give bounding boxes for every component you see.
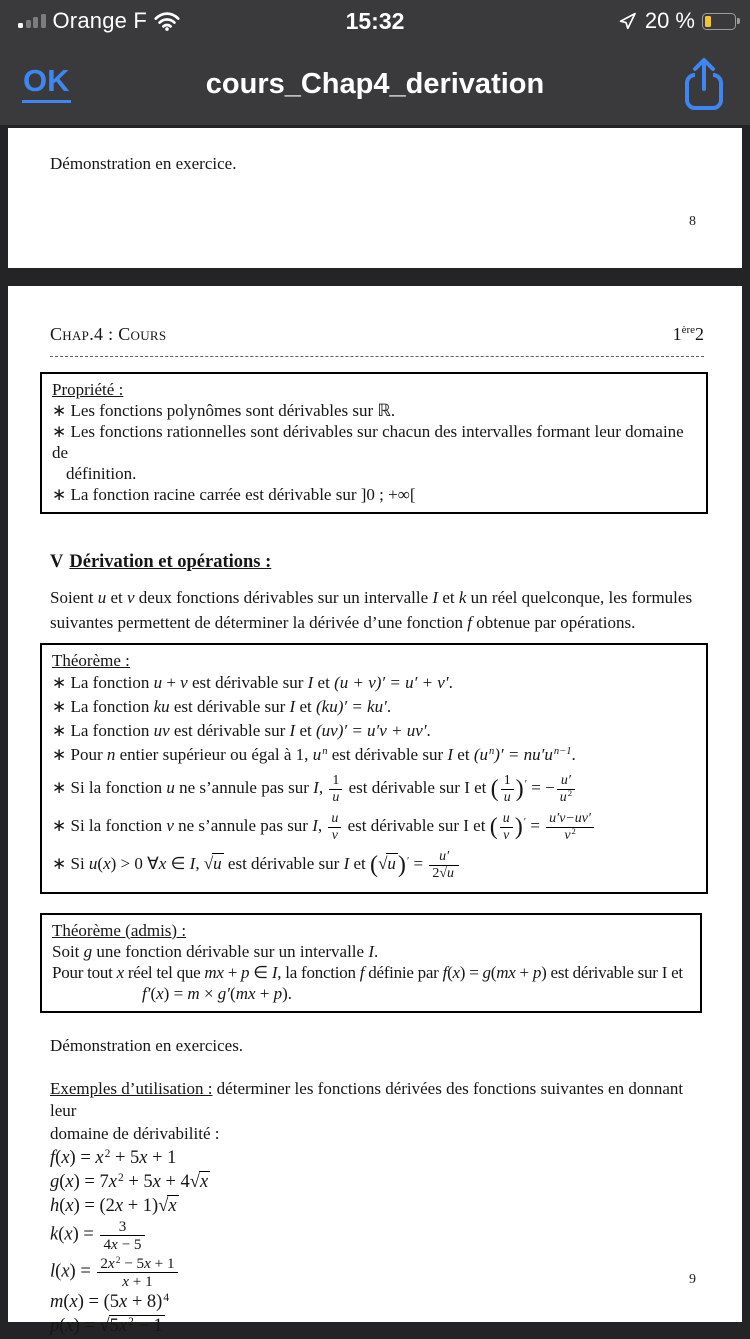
nav-bar bbox=[0, 42, 750, 125]
theoreme-admis-line: Pour tout x réel tel que mx + p ∈ I, la fonction f définie par f(x) = g(mx + p) est dérivable sur I et bbox=[52, 962, 683, 982]
section-heading: V Dérivation et opérations : bbox=[50, 552, 272, 572]
theoreme-admis-box bbox=[40, 913, 702, 1013]
propriete-line: définition. bbox=[66, 464, 137, 483]
equation: $g(x) = 7x^2 + 5x + 4√x$ bbox=[50, 1171, 209, 1193]
propriete-box bbox=[40, 372, 708, 514]
theoreme-rule: ∗ La fonction uv est dérivable sur I et (uv)′ = u′v + uv′. bbox=[52, 721, 431, 740]
share-icon bbox=[680, 102, 728, 117]
class-label: 1ère2 bbox=[672, 324, 704, 344]
theoreme-admis-line: f′(x) = m × g′(mx + p). bbox=[142, 983, 293, 1003]
pdf-page-9 bbox=[8, 286, 742, 1337]
page-header bbox=[50, 286, 704, 345]
theoreme-rule: ∗ La fonction u + v est dérivable sur I et (u + v)′ = u′ + v′. bbox=[52, 673, 453, 692]
propriete-line: ∗ La fonction racine carrée est dérivable sur ]0 ; +∞[ bbox=[52, 485, 416, 504]
equation: h(x) = (2x + 1)√x bbox=[50, 1196, 177, 1217]
exemples-heading: Exemples d’utilisation : déterminer les fonctions dérivées des fonctions suivantes en donnant leur domaine de dérivabilité : bbox=[50, 1078, 684, 1143]
intro-paragraph: Soient u et v deux fonctions dérivables sur un intervalle I et k un réel quelconque, les formules suivantes permettent de déterminer la dérivée d’une fonction f obtenue par opérations. bbox=[50, 588, 693, 632]
battery-percent-label: 20 % bbox=[644, 8, 695, 33]
theoreme-rule: ∗ Si u(x) > 0 ∀x ∈ I, √u est dérivable sur I et (√u)′ = $\frac{u'}{2√u}$ bbox=[52, 846, 696, 884]
location-icon bbox=[618, 11, 638, 31]
carrier-label: Orange F bbox=[52, 8, 148, 33]
chapter-header: Chap.4 : Cours bbox=[50, 324, 167, 344]
header-divider bbox=[50, 356, 704, 357]
theoreme-rule: ∗ Si la fonction u ne s’annule pas sur I, $\frac{1}{u}$ est dérivable sur I et ( $\frac{1}{u}$ )′ = − $\frac{u'}{u^2}$ bbox=[52, 770, 696, 808]
equation: $f(x) = x^2 + 5x + 1$ bbox=[50, 1147, 177, 1169]
theoreme-title: Théorème : bbox=[52, 651, 130, 670]
demonstration-text: Démonstration en exercice. bbox=[50, 154, 237, 173]
pdf-viewer[interactable] bbox=[0, 125, 750, 1337]
clock-label: 15:32 bbox=[345, 7, 405, 34]
theoreme-rule: ∗ Pour n entier supérieur ou égal à 1, $u^n$ est dérivable sur I et $(u^n)' = nu'u^{n-1}$. bbox=[52, 745, 576, 764]
propriete-line: ∗ Les fonctions rationnelles sont dérivables sur chacun des intervalles formant leur domaine de bbox=[52, 422, 684, 462]
theoreme-rule: ∗ Si la fonction v ne s’annule pas sur I, $\frac{u}{v}$ est dérivable sur I et ( $\frac{u}{v}$ )′ = $\frac{u'v-uv'}{v^2}$ bbox=[52, 808, 696, 846]
battery-icon bbox=[702, 13, 736, 30]
theoreme-box bbox=[40, 643, 708, 894]
share-button[interactable] bbox=[680, 56, 728, 114]
theoreme-rule: ∗ La fonction ku est dérivable sur I et (ku)′ = ku′. bbox=[52, 697, 392, 716]
document-title: cours_Chap4_derivation bbox=[205, 68, 545, 100]
pdf-page-8 bbox=[8, 128, 742, 268]
status-bar bbox=[0, 0, 750, 42]
equation-list bbox=[50, 1147, 704, 1339]
equation: l(x) = $\frac{2x^2 - 5x + 1}{x + 1}$ bbox=[50, 1254, 704, 1291]
page-number: 9 bbox=[689, 1272, 696, 1287]
equation: $p(x) = √5x^2 - 1$ bbox=[50, 1315, 163, 1337]
ok-button[interactable]: OK bbox=[22, 64, 71, 103]
propriete-title: Propriété : bbox=[52, 380, 124, 399]
equation: $m(x) = (5x + 8)^4$ bbox=[50, 1291, 170, 1313]
page-number: 8 bbox=[689, 214, 696, 229]
propriete-line: ∗ Les fonctions polynômes sont dérivables sur ℝ. bbox=[52, 401, 396, 420]
demonstration-text: Démonstration en exercices. bbox=[50, 1035, 244, 1055]
theoreme-admis-line: Soit g une fonction dérivable sur un intervalle I. bbox=[52, 941, 379, 961]
theoreme-admis-title: Théorème (admis) : bbox=[52, 920, 187, 940]
equation: k(x) = $\frac{3}{4x - 5}$ bbox=[50, 1217, 704, 1254]
